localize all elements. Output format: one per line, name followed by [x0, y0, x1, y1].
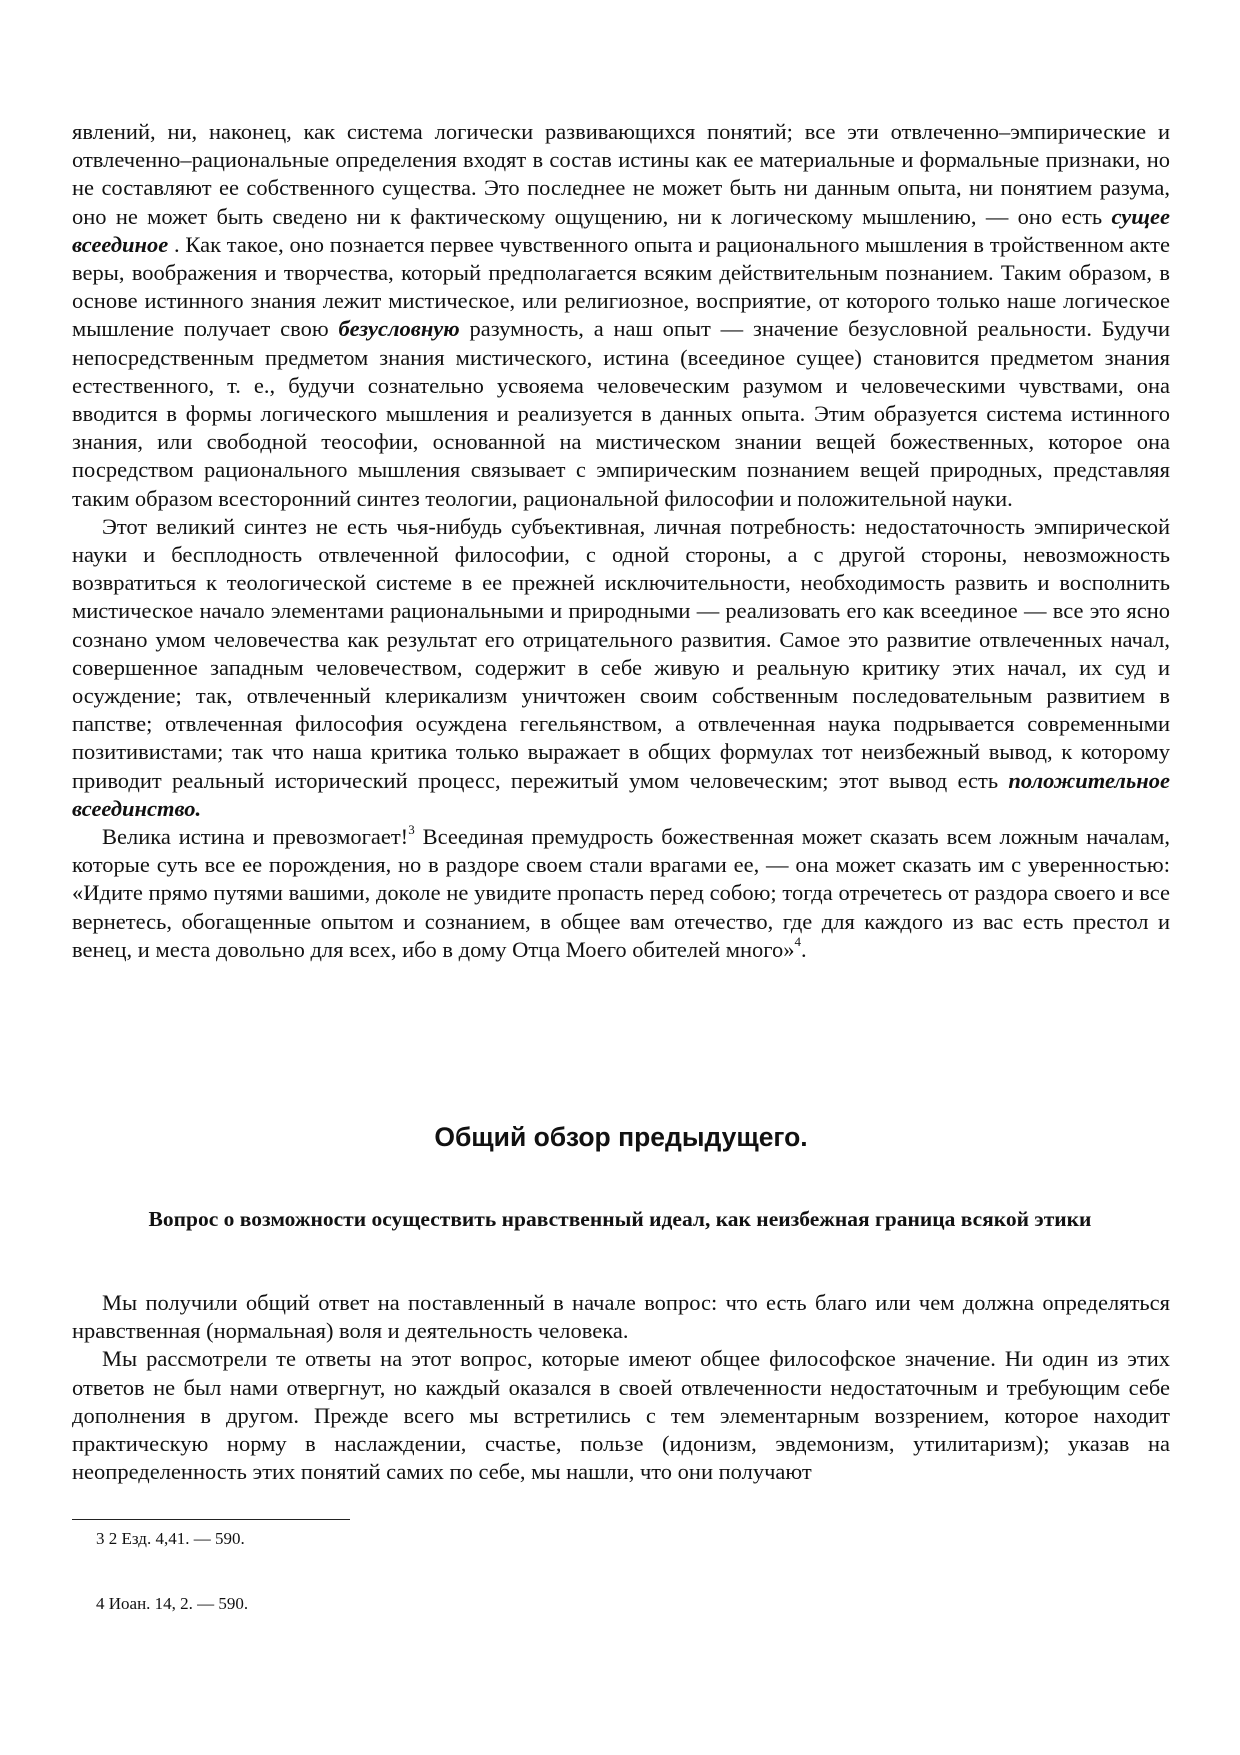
paragraph: Мы получили общий ответ на поставленный в начале вопрос: что есть благо или чем должна определяться нравственная (нормальная) воля и деятельность человека.: [72, 1290, 1170, 1344]
emphasis: сущее всеединое: [72, 203, 1170, 257]
footnote: 3 2 Езд. 4,41. — 590.: [96, 1529, 245, 1548]
paragraph: явлений, ни, наконец, как система логически развивающихся понятий; все эти отвлеченно–эмпирические и отвлеченно–рациональные определения входят в состав истины как ее материальные и формальные признаки, но не составляют ее собственного существа. Это последнее не может быть ни данным опыта, ни понятием разума, оно не может быть сведено ни к фактическому ощущению, ни к логическому мышлению, — оно есть сущее всеединое . Как такое, оно познается первее чувственного опыта и рационального мышления в тройственном акте веры, воображения и творчества, который предполагается всяким действительным познанием. Таким образом, в основе истинного знания лежит мистическое, или религиозное, восприятие, от которого только наше логическое мышление получает свою безусловную разумность, а наш опыт — значение безусловной реальности. Будучи непосредственным предметом знания мистического, истина (всеединое сущее) становится предметом знания естественного, т. е., будучи сознательно усвояема человеческим разумом и человеческими чувствами, она вводится в формы логического мышления и реализуется в данных опыта. Этим образуется система истинного знания, или свободной теософии, основанной на мистическом знании вещей божественных, которое она посредством рационального мышления связывает с эмпирическим познанием вещей природных, представляя таким образом всесторонний синтез теологии, рациональной философии и положительной науки.: [72, 119, 1170, 511]
paragraph: Велика истина и превозмогает!$^3$ Всеединая премудрость божественная может сказать всем ложным началам, которые суть все ее порождения, но в раздоре своем стали врагами ее, — она может сказать им с уверенностью: «Идите прямо путями вашими, доколе не увидите пропасть перед собою; тогда отречетесь от раздора своего и все вернетесь, обогащенные опытом и сознанием, в общее вам отечество, где для каждого из вас есть престол и венец, и места довольно для всех, ибо в дому Отца Моего обителей много»$^4$.: [72, 821, 1170, 962]
paragraph: Мы рассмотрели те ответы на этот вопрос, которые имеют общее философское значение. Ни один из этих ответов не был нами отвергнут, но каждый оказался в своей отвлеченности недостаточным и требующим себе дополнения в другом. Прежде всего мы встретились с тем элементарным воззрением, которое находит практическую норму в наслаждении, счастье, пользе (идонизм, эвдемонизм, утилитаризм); указав на неопределенность этих понятий самих по себе, мы нашли, что они получают: [72, 1346, 1170, 1485]
footnote: 4 Иоан. 14, 2. — 590.: [96, 1594, 249, 1613]
body-text-top: [72, 118, 1170, 964]
footnote-ref[interactable]: 3: [408, 821, 415, 837]
section-heading: Общий обзор предыдущего.: [434, 1122, 808, 1152]
section-subheading: Вопрос о возможности осуществить нравственный идеал, как неизбежная граница всякой этики: [148, 1207, 1092, 1231]
footnote-ref[interactable]: 4: [794, 934, 801, 950]
body-text-bottom: [72, 1289, 1170, 1486]
paragraph: Этот великий синтез не есть чья-нибудь субъективная, личная потребность: недостаточность эмпирической науки и бесплодность отвлеченной философии, с одной стороны, а с другой стороны, невозможность возвратиться к теологической системе в ее прежней исключительности, необходимость развить и восполнить мистическое начало элементами рациональными и природными — реализовать его как всеединое — все это ясно сознано умом человечества как результат его отрицательного развития. Самое это развитие отвлеченных начал, совершенное западным человечеством, содержит в себе живую и реальную критику этих начал, их суд и осуждение; так, отвлеченный клерикализм уничтожен своим собственным последовательным развитием в папстве; отвлеченная философия осуждена гегельянством, а отвлеченная наука подрывается современными позитивистами; так что наша критика только выражает в общих формулах тот неизбежный вывод, к которому приводит реальный исторический процесс, пережитый умом человеческим; этот вывод есть положительное всеединство.: [72, 513, 1170, 821]
emphasis: положительное всеединство.: [72, 767, 1170, 821]
footnote-divider: [72, 1519, 350, 1520]
emphasis: безусловную: [338, 316, 460, 342]
